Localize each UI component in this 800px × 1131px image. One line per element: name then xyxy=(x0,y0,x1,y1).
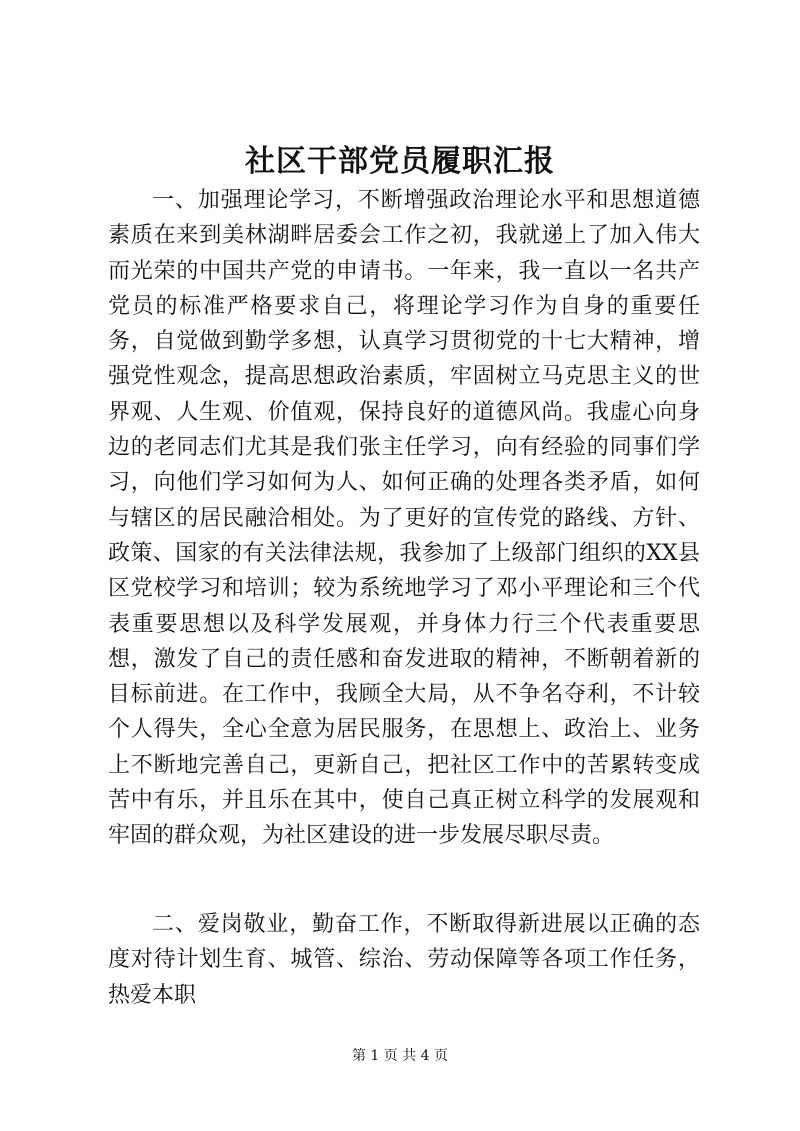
paragraph-2-block xyxy=(108,907,700,1013)
paragraph-1-block xyxy=(108,183,700,854)
paragraph-2: 二、爱岗敬业，勤奋工作，不断取得新进展以正确的态度对待计划生育、城管、综治、劳动保障等各项工作任务，热爱本职 xyxy=(108,912,700,1008)
page-footer: 第 1 页 共 4 页 xyxy=(351,1048,449,1064)
document-title: 社区干部党员履职汇报 xyxy=(245,144,555,179)
paragraph-1: 一、加强理论学习，不断增强政治理论水平和思想道德素质在来到美林湖畔居委会工作之初，我就递上了加入伟大而光荣的中国共产党的申请书。一年来，我一直以一名共产党员的标准严格要求自己，将理论学习作为自身的重要任务，自觉做到勤学多想，认真学习贯彻党的十七大精神，增强党性观念，提高思想政治素质，牢固树立马克思主义的世界观、人生观、价值观，保持良好的道德风尚。我虚心向身边的老同志们尤其是我们张主任学习，向有经验的同事们学习，向他们学习如何为人、如何正确的处理各类矛盾，如何与辖区的居民融洽相处。为了更好的宣传党的路线、方针、政策、国家的有关法律法规，我参加了上级部门组织的XX县区党校学习和培训；较为系统地学习了邓小平理论和三个代表重要思想以及科学发展观，并身体力行三个代表重要思想，激发了自己的责任感和奋发进取的精神，不断朝着新的目标前进。在工作中，我顾全大局，从不争名夺利，不计较个人得失，全心全意为居民服务，在思想上、政治上、业务上不断地完善自己，更新自己，把社区工作中的苦累转变成苦中有乐，并且乐在其中，使自己真正树立科学的发展观和牢固的群众观，为社区建设的进一步发展尽职尽责。 xyxy=(108,188,700,849)
